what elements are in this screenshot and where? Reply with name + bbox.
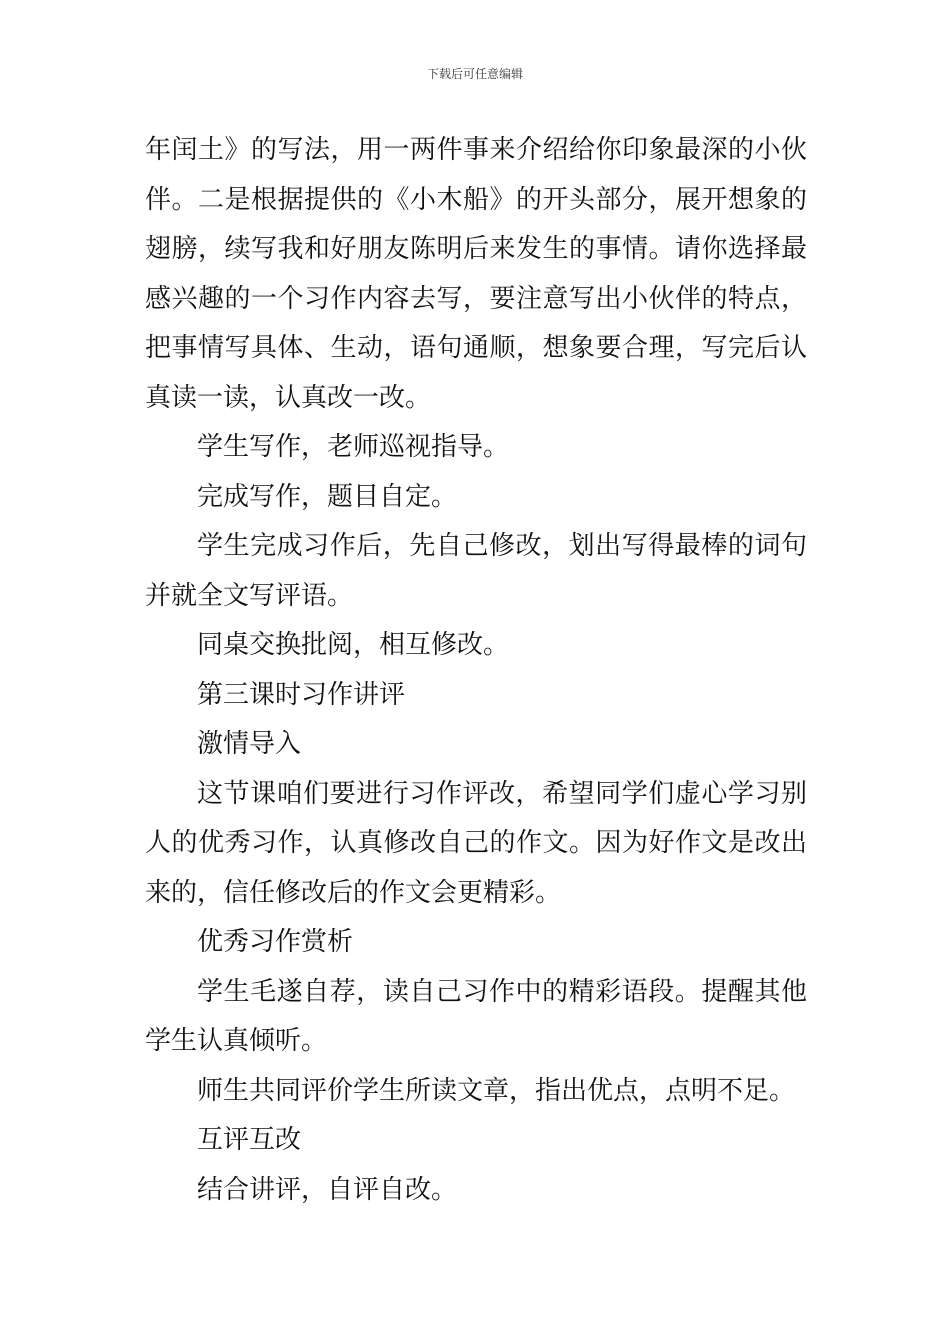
paragraph-volunteer-reading: 学生毛遂自荐，读自己习作中的精彩语段。提醒其他学生认真倾听。 xyxy=(145,976,807,1056)
paragraph-complete-writing: 完成写作，题目自定。 xyxy=(197,481,458,512)
subheading-appreciation: 优秀习作赏析 xyxy=(197,927,354,957)
page-header: 下载后可任意编辑 xyxy=(426,67,523,81)
paragraph-self-revision: 学生完成习作后，先自己修改，划出写得最棒的词句并就全文写评语。 xyxy=(145,531,807,611)
paragraph-continued: 年闰土》的写法，用一两件事来介绍给你印象最深的小伙伴。二是根据提供的《小木船》的开头部分，展开想象的翅膀，续写我和好朋友陈明后来发生的事情。请你选择最感兴趣的一个习作内容去写，要注意写出小伙伴的特点，把事情写具体、生动，语句通顺，想象要合理，写完后认真读一读，认真改一改。 xyxy=(145,135,807,413)
paragraph-student-writing: 学生写作，老师巡视指导。 xyxy=(197,432,510,462)
paragraph-peer-review: 同桌交换批阅，相互修改。 xyxy=(197,630,510,660)
paragraph-self-review: 结合讲评，自评自改。 xyxy=(197,1174,458,1205)
paragraph-joint-evaluation: 师生共同评价学生所读文章，指出优点，点明不足。 xyxy=(197,1075,796,1106)
subheading-introduction: 激情导入 xyxy=(197,729,302,759)
subheading-mutual-review: 互评互改 xyxy=(197,1125,302,1155)
document-body xyxy=(145,126,807,1215)
section-heading-third-lesson: 第三课时习作讲评 xyxy=(197,679,406,710)
paragraph-introduction: 这节课咱们要进行习作评改，希望同学们虚心学习别人的优秀习作，认真修改自己的作文。因为好作文是改出来的，信任修改后的作文会更精彩。 xyxy=(145,778,807,908)
